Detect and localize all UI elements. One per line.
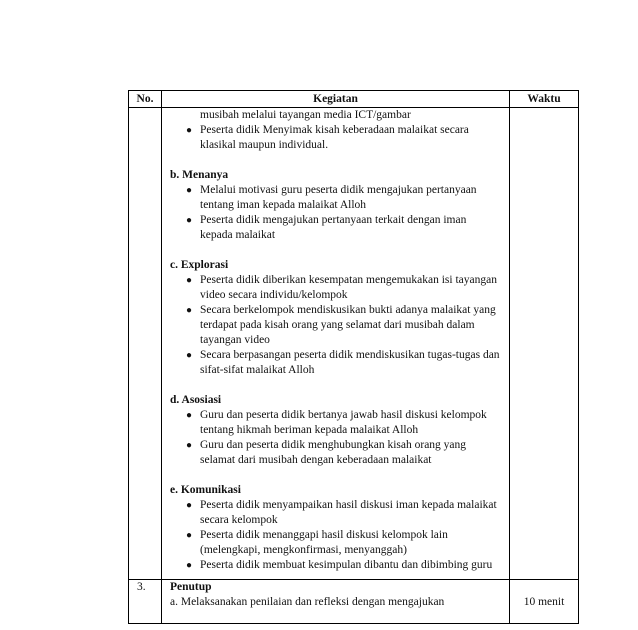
bullet-icon: ● (186, 215, 193, 226)
row-3-no: 3. (129, 580, 162, 624)
penutup-line: a. Melaksanakan penilaian dan refleksi dengan mengajukan (170, 596, 445, 608)
list-item (186, 273, 501, 303)
activity-section (170, 483, 501, 573)
bullet-icon: ● (186, 275, 193, 286)
section-title: c. Explorasi (170, 259, 229, 271)
continuation-text: musibah melalui tayangan media ICT/gambar (200, 109, 411, 121)
list-item-text: Peserta didik diberikan kesempatan mengemukakan isi tayangan video secara individu/kelompok (200, 274, 497, 301)
penutup-waktu: 10 menit (510, 580, 579, 624)
list-item-text: Melalui motivasi guru peserta didik mengajukan pertanyaan tentang iman kepada malaikat Alloh (200, 184, 477, 211)
activity-section (170, 258, 501, 378)
list-item (186, 528, 501, 558)
section-list (170, 498, 501, 573)
list-item (186, 183, 501, 213)
section-title: d. Asosiasi (170, 394, 222, 406)
table-row-inti (129, 108, 579, 580)
bullet-icon: ● (186, 530, 193, 541)
lesson-plan-table (128, 90, 579, 624)
list-item-text: Peserta didik menyampaikan hasil diskusi iman kepada malaikat secara kelompok (200, 499, 497, 526)
bullet-icon: ● (186, 350, 193, 361)
list-item (186, 438, 501, 468)
kegiatan-cell (162, 108, 510, 580)
table-row-penutup (129, 580, 579, 624)
continuation-list (170, 123, 501, 153)
header-waktu: Waktu (510, 91, 579, 108)
section-title: e. Komunikasi (170, 484, 241, 496)
bullet-icon: ● (186, 305, 193, 316)
penutup-cell (162, 580, 510, 624)
activity-section (170, 168, 501, 243)
list-item-text: Peserta didik menanggapi hasil diskusi kelompok lain (melengkapi, mengkonfirmasi, menyanggah) (200, 529, 448, 556)
table-header-row (129, 91, 579, 108)
bullet-icon: ● (186, 560, 193, 571)
section-title: b. Menanya (170, 169, 229, 181)
list-item (186, 348, 501, 378)
list-item-text: Secara berpasangan peserta didik mendiskusikan tugas-tugas dan sifat-sifat malaikat Alloh (200, 349, 500, 376)
list-item-text: Guru dan peserta didik menghubungkan kisah orang yang selamat dari musibah dengan keberadaan malaikat (200, 439, 467, 466)
bullet-icon: ● (186, 440, 193, 451)
section-list (170, 273, 501, 378)
list-item (186, 498, 501, 528)
list-item-text: Peserta didik Menyimak kisah keberadaan malaikat secara klasikal maupun individual. (200, 124, 469, 151)
row-no-cell (129, 108, 162, 580)
list-item-text: Peserta didik mengajukan pertanyaan terkait dengan iman kepada malaikat (200, 214, 467, 241)
list-item-text: Secara berkelompok mendiskusikan bukti adanya malaikat yang terdapat pada kisah orang yang selamat dari musibah dalam tayangan video (200, 304, 496, 346)
list-item (186, 123, 501, 153)
list-item-text: Guru dan peserta didik bertanya jawab hasil diskusi kelompok tentang hikmah beriman kepada malaikat Alloh (200, 409, 487, 436)
bullet-icon: ● (186, 185, 193, 196)
list-item-text: Peserta didik membuat kesimpulan dibantu dan dibimbing guru (200, 559, 493, 571)
penutup-title: Penutup (170, 581, 212, 593)
header-kegiatan: Kegiatan (162, 91, 510, 108)
bullet-icon: ● (186, 125, 193, 136)
bullet-icon: ● (186, 500, 193, 511)
section-list (170, 408, 501, 468)
waktu-cell (510, 108, 579, 580)
list-item (186, 213, 501, 243)
header-no: No. (129, 91, 162, 108)
activity-section (170, 393, 501, 468)
bullet-icon: ● (186, 410, 193, 421)
section-list (170, 183, 501, 243)
list-item (186, 558, 501, 573)
activity-sections (170, 168, 501, 573)
list-item (186, 408, 501, 438)
list-item (186, 303, 501, 348)
